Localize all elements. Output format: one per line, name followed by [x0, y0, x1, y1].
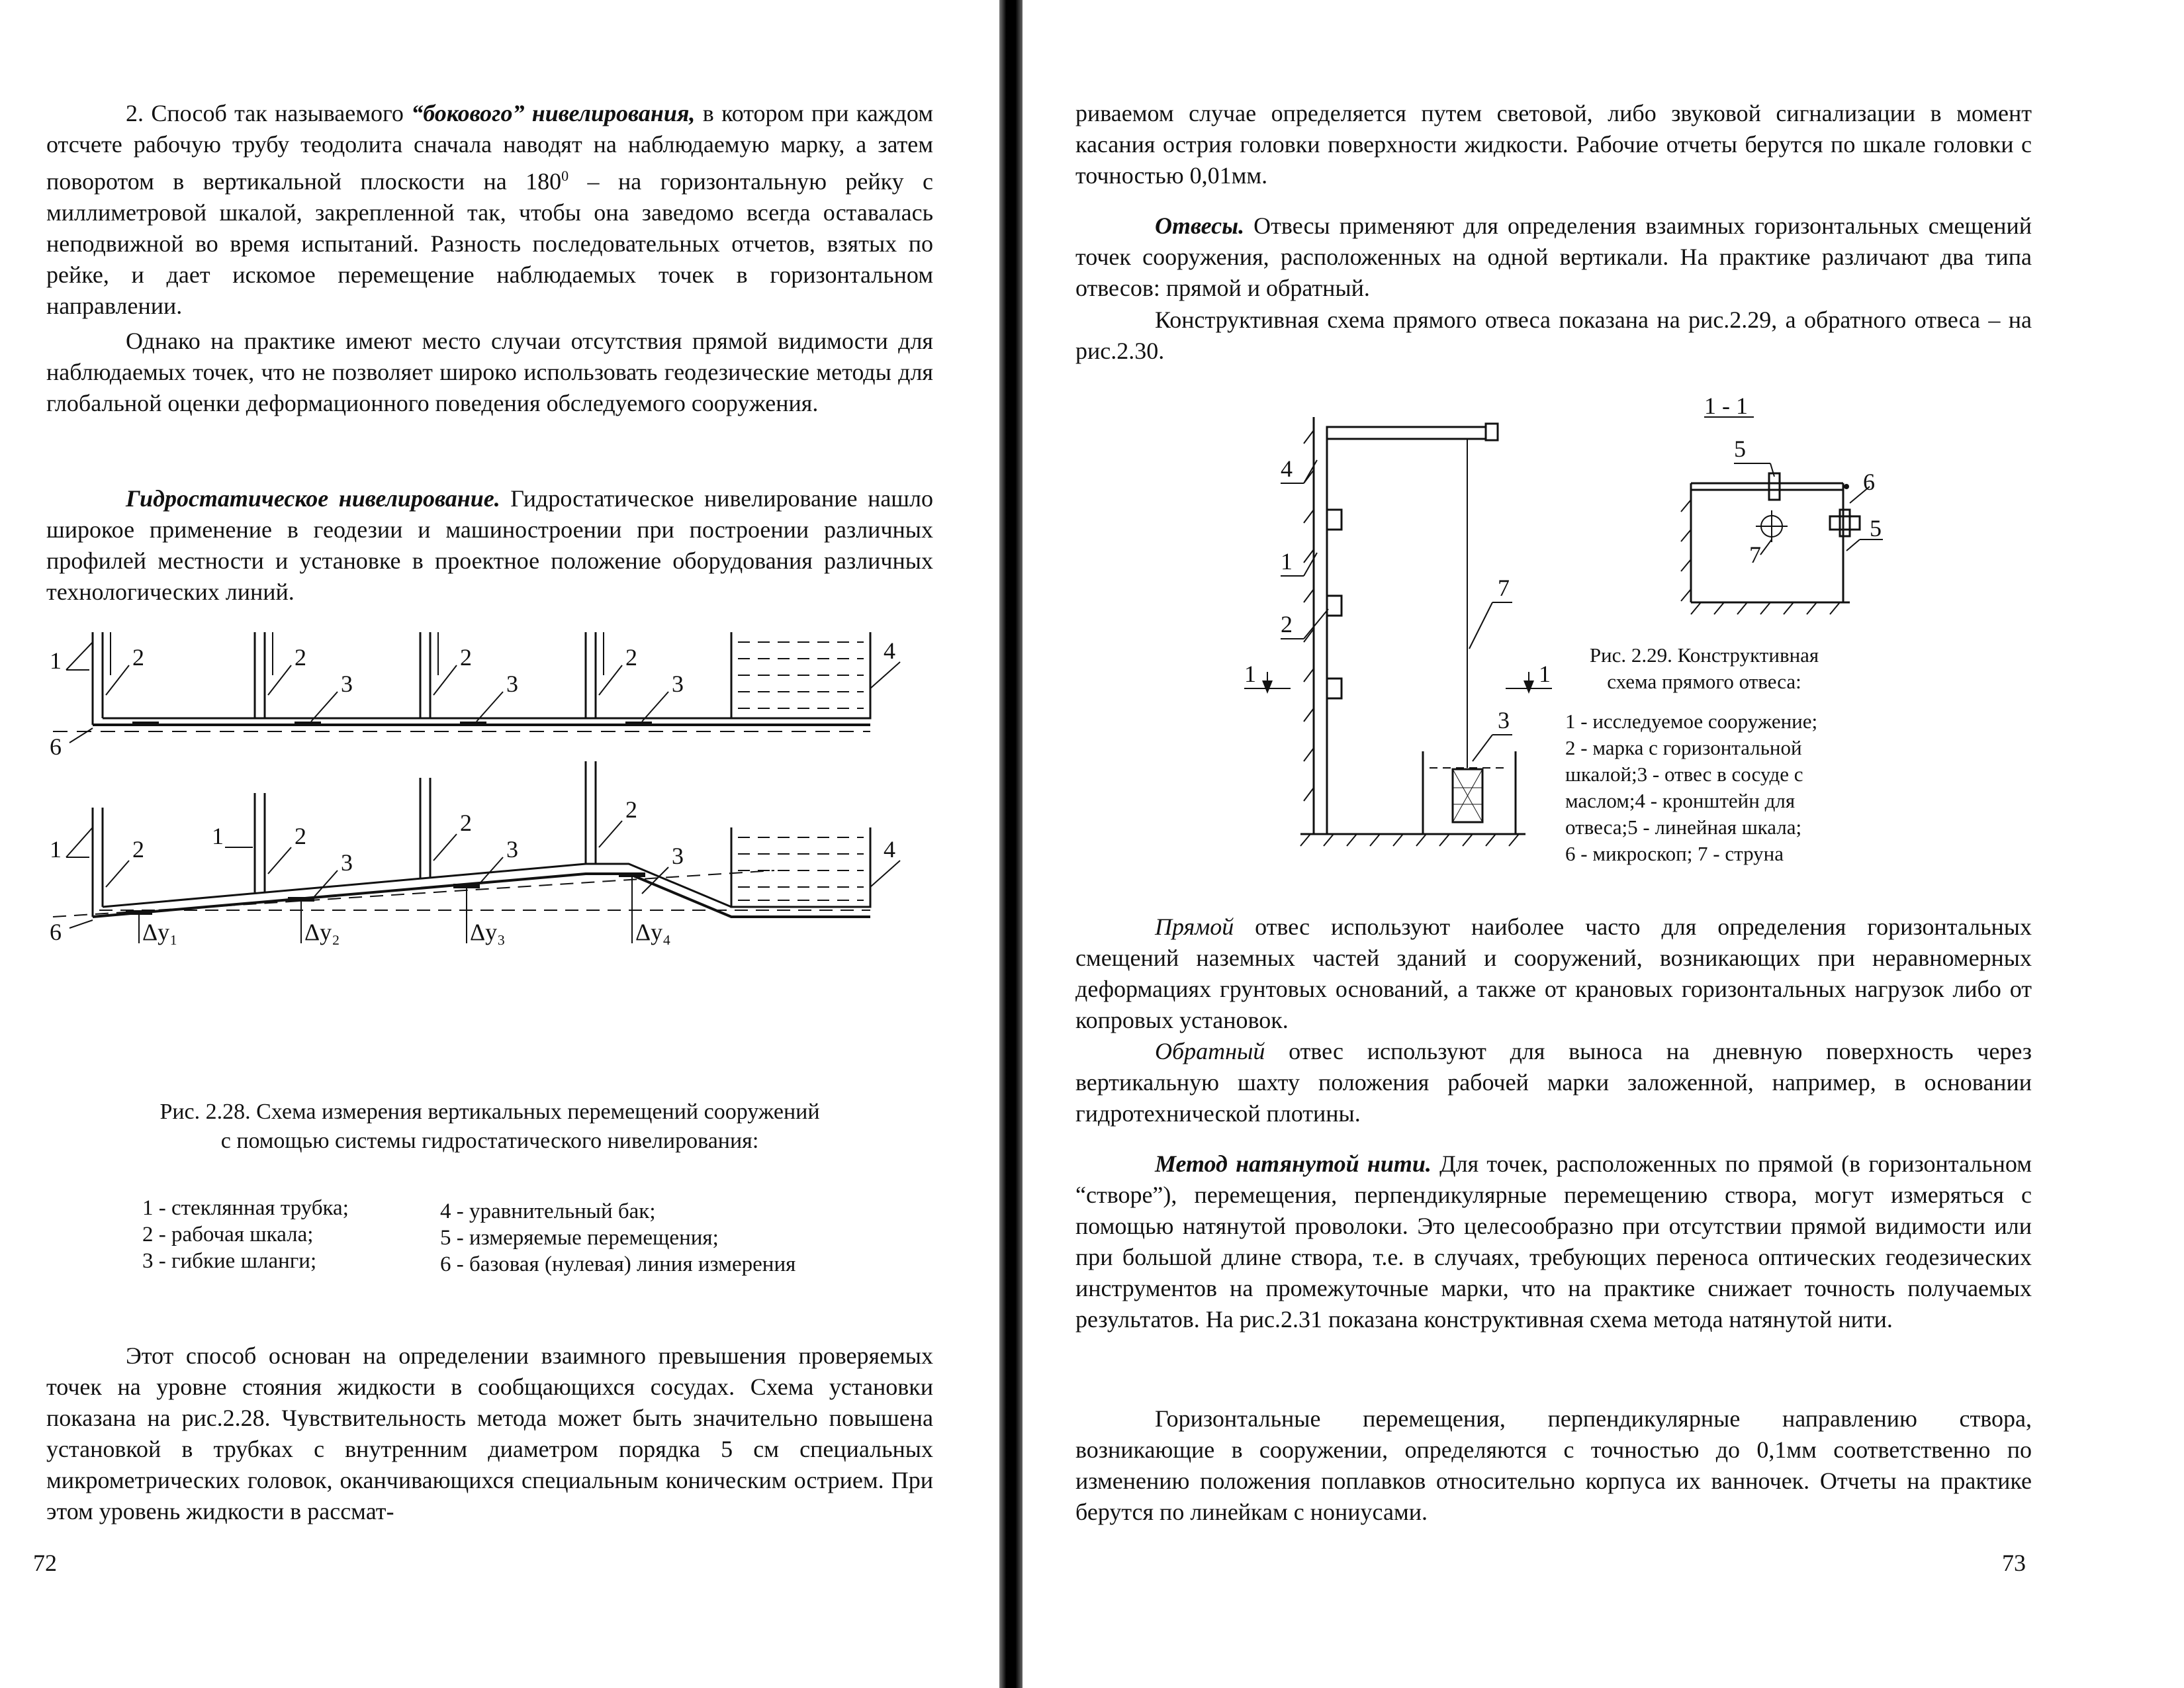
fig-label-2: 2 [625, 796, 637, 823]
fig-label-1: 1 [50, 836, 62, 863]
fig-label-2: 2 [132, 836, 144, 863]
fig-label-3: 3 [341, 849, 353, 876]
right-paragraph-5: Обратный отвес используют для выноса на дневную поверхность через вертикальную шахту положения рабочей марки заложенной, например, в основании гидротехнической плотины. [1075, 1038, 2032, 1127]
legend-item: 1 - исследуемое сооружение; [1565, 710, 1818, 733]
legend-item: 1 - стеклянная трубка; [142, 1196, 349, 1220]
fig-label-6: 6 [1863, 469, 1875, 495]
page-number-left: 72 [33, 1550, 57, 1576]
fig-label-2: 2 [295, 823, 306, 849]
page-number-right: 73 [2002, 1550, 2026, 1576]
right-paragraph-1: риваемом случае определяется путем световой, либо звуковой сигнализации в момент касания острия головки поверхности жидкости. Рабочие отчеты берутся по шкале головки с точностью 0,01мм. [1075, 100, 2032, 189]
figure-2-29-caption: Рис. 2.29. Конструктивная схема прямого отвеса: [1589, 643, 1819, 693]
section-heading: Гидростатическое нивелирование. [126, 485, 500, 512]
fig-label-3: 3 [1498, 707, 1510, 733]
fig-label-3: 3 [341, 671, 353, 697]
fig-label-7: 7 [1749, 541, 1761, 568]
italic-term: “бокового” нивелирования, [411, 100, 696, 126]
fig-label-4: 4 [884, 637, 895, 664]
fig-label-dy4: Δy₄ [635, 919, 671, 945]
legend-item: 6 - базовая (нулевая) линия измерения [440, 1252, 796, 1276]
book-spine [999, 0, 1023, 1688]
fig-label-1: 1 [212, 823, 224, 849]
legend-item: 2 - марка с горизонтальной [1565, 736, 1802, 759]
legend-item: маслом;4 - кронштейн для [1565, 789, 1796, 812]
fig-label-3: 3 [672, 843, 684, 869]
legend-item: шкалой;3 - отвес в сосуде с [1565, 763, 1803, 786]
fig-label-1: 1 [1539, 661, 1551, 687]
fig-label-2: 2 [625, 644, 637, 671]
right-paragraph-3: Конструктивная схема прямого отвеса показана на рис.2.29, а обратного отвеса – на рис.2.30. [1075, 306, 2032, 364]
legend-item: 3 - гибкие шланги; [142, 1249, 317, 1273]
left-paragraph-4: Этот способ основан на определении взаимного превышения проверяемых точек на уровне стояния жидкости в сообщающихся сосудах. Схема установки показана на рис.2.28. Чувствительность метода может быть значительно повышена установкой в трубках с внутренним диаметром порядка 5 см специальных микрометрических головок, оканчивающихся специальным коническим острием. При этом уровень жидкости в рассмат- [46, 1342, 933, 1524]
fig-label-1: 1 [1244, 661, 1256, 687]
legend-item: 4 - уравнительный бак; [440, 1199, 656, 1223]
fig-label-4: 4 [1281, 455, 1293, 482]
right-page [1023, 0, 2184, 1688]
figure-2-28-diagram [46, 616, 933, 1059]
figure-2-28-legend-col-1 [142, 1195, 349, 1274]
legend-item: отвеса;5 - линейная шкала; [1565, 816, 1802, 839]
figure-2-28-caption: Рис. 2.28. Схема измерения вертикальных перемещений сооружений с помощью системы гидростатического нивелирования: [159, 1100, 820, 1153]
right-paragraph-4: Прямой отвес используют наиболее часто для определения горизонтальных смещений наземных частей зданий и сооружений, возникающих при неравномерных деформациях грунтовых оснований, а также от крановых горизонтальных нагрузок либо от копровых установок. [1075, 914, 2032, 1033]
figure-2-28-legend-col-2 [440, 1198, 796, 1278]
fig-label-3: 3 [506, 836, 518, 863]
fig-label-2: 2 [295, 644, 306, 671]
fig-label-2: 2 [460, 810, 472, 836]
fig-label-1: 1 [50, 647, 62, 674]
legend-item: 6 - микроскоп; 7 - струна [1565, 842, 1784, 865]
left-paragraph-2: Однако на практике имеют место случаи отсутствия прямой видимости для наблюдаемых точек, что не позволяет широко использовать геодезические методы для глобальной оценки деформационного поведения обследуемого сооружения. [46, 328, 933, 416]
fig-label-6: 6 [50, 919, 62, 945]
right-paragraph-2: Отвесы. Отвесы применяют для определения взаимных горизонтальных смещений точек сооружения, расположенных на одной вертикали. На практике различают два типа отвесов: прямой и обратный. [1075, 212, 2032, 301]
fig-label-5: 5 [1870, 515, 1882, 541]
figure-2-29-legend [1565, 708, 1909, 867]
fig-label-2: 2 [1281, 611, 1293, 637]
section-label: 1 - 1 [1704, 393, 1748, 419]
fig-label-dy2: Δy₂ [304, 919, 340, 945]
fig-label-3: 3 [506, 671, 518, 697]
fig-label-dy1: Δy₁ [142, 919, 178, 945]
fig-label-5: 5 [1734, 436, 1746, 462]
legend-item: 5 - измеряемые перемещения; [440, 1226, 719, 1250]
left-paragraph-3: Гидростатическое нивелирование. Гидростатическое нивелирование нашло широкое применение в геодезии и машиностроении при построении различных профилей местности и установке в проектное положение оборудования различных технологических линий. [46, 485, 933, 605]
fig-label-dy3: Δy₃ [470, 919, 506, 945]
fig-label-1: 1 [1281, 548, 1293, 575]
fig-label-6: 6 [50, 733, 62, 760]
fig-label-4: 4 [884, 836, 895, 863]
right-paragraph-6: Метод натянутой нити. Для точек, расположенных по прямой (в горизонтальном “створе”), перемещения, перпендикулярные перемещению створа, могут измеряться с помощью натянутой проволоки. Это целесообразно при отсутствии прямой видимости или при большой длине створа, т.е. в случаях, требующих переноса оптических геодезических инструментов на промежуточные марки, что на практике снижает точность получаемых результатов. На рис.2.31 показана конструктивная схема метода натянутой нити. [1075, 1150, 2032, 1333]
legend-item: 2 - рабочая шкала; [142, 1223, 314, 1246]
right-paragraph-7: Горизонтальные перемещения, перпендикулярные направлению створа, возникающие в сооружении, определяются с точностью до 0,1мм соответственно по изменению положения поплавков относительно корпуса их ванночек. Отчеты на практике берутся по линейкам с нониусами. [1075, 1405, 2032, 1525]
section-heading: Отвесы. [1155, 212, 1245, 239]
fig-label-3: 3 [672, 671, 684, 697]
left-page [0, 0, 999, 1688]
left-paragraph-1: 2. Способ так называемого “бокового” нивелирования, в котором при каждом отсчете рабочую трубу теодолита сначала наводят на наблюдаемую марку, а затем поворотом в вертикальной плоскости на $180^0$ – на горизонтальную рейку с миллиметровой шкалой, закрепленной так, чтобы она заведомо всегда оставалась неподвижной во время испытаний. Разность последовательных отчетов, взятых по рейке, и дает искомое перемещение наблюдаемых точек в горизонтальном направлении. [46, 100, 933, 319]
fig-label-2: 2 [460, 644, 472, 671]
section-heading: Метод натянутой нити. [1155, 1150, 1432, 1177]
fig-label-7: 7 [1498, 575, 1510, 601]
fig-label-2: 2 [132, 644, 144, 671]
